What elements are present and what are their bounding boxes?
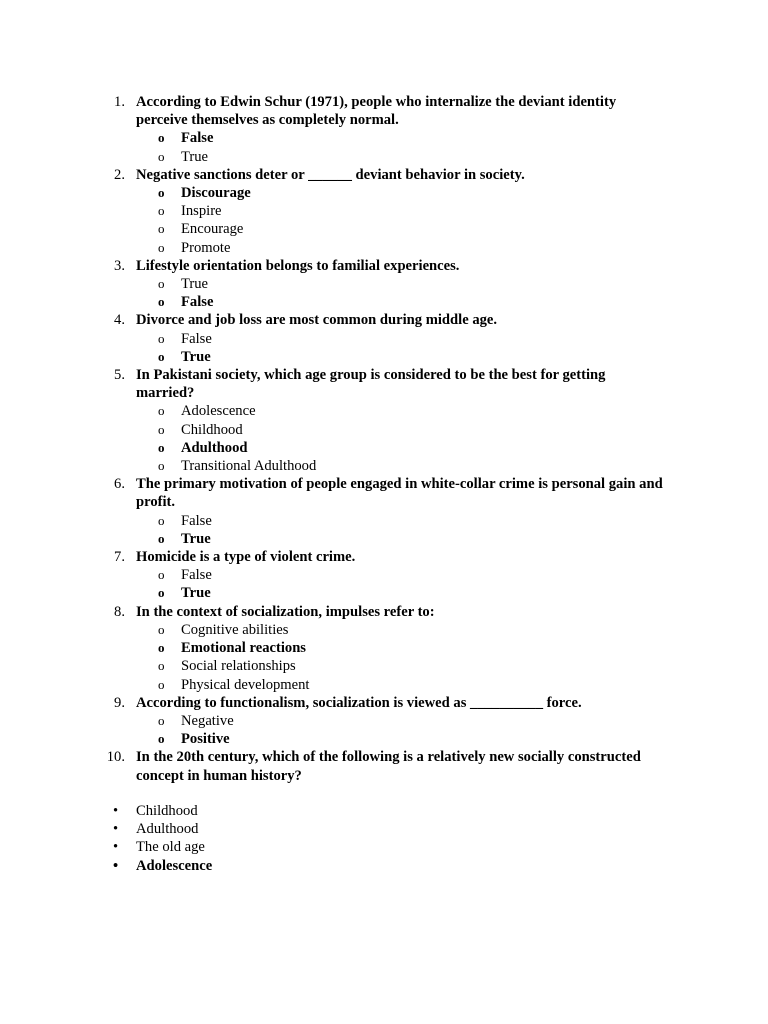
option-item-correct	[136, 439, 664, 457]
option-label: Social relationships	[181, 658, 296, 675]
question-7	[0, 548, 664, 603]
option-label: Inspire	[181, 203, 222, 220]
circle-bullet-icon: o	[158, 348, 165, 364]
option-label: True	[181, 148, 209, 165]
question-text: The primary motivation of people engaged in white-collar crime is personal gain and profit.	[136, 476, 663, 511]
question-5	[0, 366, 664, 475]
option-item	[136, 402, 664, 420]
answer-label: Adolescence	[136, 857, 213, 874]
option-label: False	[181, 567, 212, 584]
option-list	[136, 712, 664, 748]
question-text: Homicide is a type of violent crime.	[136, 549, 356, 566]
circle-bullet-icon: o	[158, 403, 165, 419]
option-label: False	[181, 130, 214, 147]
option-list	[136, 275, 664, 311]
option-item-correct	[136, 730, 664, 748]
option-label: Cognitive abilities	[181, 621, 289, 638]
question-1	[0, 93, 664, 166]
option-item	[136, 676, 664, 694]
question-number: 6.	[114, 476, 125, 493]
question-text: In the 20th century, which of the following is a relatively new socially constructed concept in human history?	[136, 749, 641, 784]
option-list	[136, 512, 664, 548]
option-item	[136, 457, 664, 475]
option-item-correct	[136, 293, 664, 311]
answer-item	[0, 838, 768, 856]
option-label: Childhood	[181, 421, 243, 438]
question-2	[0, 166, 664, 257]
option-label: Emotional reactions	[181, 640, 306, 657]
circle-bullet-icon: o	[158, 294, 165, 310]
option-list	[136, 184, 664, 257]
option-item	[136, 202, 664, 220]
question-text: Negative sanctions deter or ______ deviant behavior in society.	[136, 166, 525, 183]
question-number: 3.	[114, 257, 125, 274]
option-item-correct	[136, 184, 664, 202]
answer-label: Adulthood	[136, 821, 199, 838]
circle-bullet-icon: o	[158, 658, 165, 674]
option-label: Promote	[181, 239, 231, 256]
circle-bullet-icon: o	[158, 276, 165, 292]
bullet-icon: •	[113, 857, 119, 874]
question-10	[0, 748, 664, 784]
question-8	[0, 603, 664, 694]
option-list	[136, 402, 664, 475]
circle-bullet-icon: o	[158, 731, 165, 747]
question-text: According to functionalism, socialization is viewed as __________ force.	[136, 694, 582, 711]
option-label: Adulthood	[181, 439, 248, 456]
question-text: Divorce and job loss are most common during middle age.	[136, 312, 498, 329]
circle-bullet-icon: o	[158, 585, 165, 601]
option-list	[136, 330, 664, 366]
option-item	[136, 148, 664, 166]
circle-bullet-icon: o	[158, 512, 165, 528]
option-list	[136, 621, 664, 694]
circle-bullet-icon: o	[158, 676, 165, 692]
circle-bullet-icon: o	[158, 421, 165, 437]
option-item-correct	[136, 639, 664, 657]
option-label: Transitional Adulthood	[181, 458, 317, 475]
option-label: True	[181, 276, 209, 293]
question-number: 9.	[114, 694, 125, 711]
bullet-icon: •	[113, 839, 119, 856]
circle-bullet-icon: o	[158, 239, 165, 255]
option-label: False	[181, 330, 212, 347]
circle-bullet-icon: o	[158, 640, 165, 656]
question-9	[0, 694, 664, 749]
circle-bullet-icon: o	[158, 130, 165, 146]
option-item	[136, 657, 664, 675]
question-4	[0, 311, 664, 366]
option-label: Discourage	[181, 185, 251, 202]
circle-bullet-icon: o	[158, 330, 165, 346]
question-text: In Pakistani society, which age group is considered to be the best for getting married?	[136, 367, 606, 402]
option-label: True	[181, 348, 211, 365]
option-item	[136, 621, 664, 639]
q10-answer-list	[0, 802, 768, 875]
answer-item	[0, 820, 768, 838]
question-number: 8.	[114, 603, 125, 620]
circle-bullet-icon: o	[158, 439, 165, 455]
answer-label: Childhood	[136, 803, 198, 819]
option-item	[136, 330, 664, 348]
circle-bullet-icon: o	[158, 203, 165, 219]
option-label: Positive	[181, 731, 230, 748]
circle-bullet-icon: o	[158, 458, 165, 474]
option-item-correct	[136, 584, 664, 602]
circle-bullet-icon: o	[158, 221, 165, 237]
circle-bullet-icon: o	[158, 148, 165, 164]
circle-bullet-icon: o	[158, 185, 165, 201]
option-label: True	[181, 530, 211, 547]
answer-label: The old age	[136, 839, 205, 856]
option-label: Physical development	[181, 676, 310, 693]
option-item-correct	[136, 129, 664, 147]
option-label: False	[181, 512, 212, 529]
question-6	[0, 475, 664, 548]
circle-bullet-icon: o	[158, 530, 165, 546]
question-text: Lifestyle orientation belongs to familial experiences.	[136, 257, 460, 274]
question-number: 10.	[106, 749, 125, 766]
question-number: 7.	[114, 549, 125, 566]
option-item	[136, 421, 664, 439]
answer-item-correct	[0, 857, 768, 875]
question-list	[0, 93, 768, 785]
option-list	[136, 566, 664, 602]
option-item	[136, 712, 664, 730]
option-label: Negative	[181, 712, 234, 729]
question-3	[0, 257, 664, 312]
question-number: 4.	[114, 312, 125, 329]
option-label: Encourage	[181, 221, 244, 238]
option-item	[136, 220, 664, 238]
option-item-correct	[136, 348, 664, 366]
option-list	[136, 129, 664, 165]
option-label: False	[181, 294, 214, 311]
option-item-correct	[136, 530, 664, 548]
question-number: 1.	[114, 94, 125, 110]
question-text: According to Edwin Schur (1971), people who internalize the deviant identity perceive themselves as completely normal.	[136, 94, 617, 129]
bullet-icon: •	[113, 803, 119, 819]
circle-bullet-icon: o	[158, 712, 165, 728]
question-number: 5.	[114, 367, 125, 384]
circle-bullet-icon: o	[158, 621, 165, 637]
circle-bullet-icon: o	[158, 567, 165, 583]
option-item	[136, 512, 664, 530]
bullet-icon: •	[113, 821, 119, 838]
question-text: In the context of socialization, impulses refer to:	[136, 603, 435, 620]
option-label: Adolescence	[181, 403, 256, 420]
option-label: True	[181, 585, 211, 602]
option-item	[136, 239, 664, 257]
option-item	[136, 275, 664, 293]
question-number: 2.	[114, 166, 125, 183]
answer-item	[0, 802, 768, 820]
option-item	[136, 566, 664, 584]
